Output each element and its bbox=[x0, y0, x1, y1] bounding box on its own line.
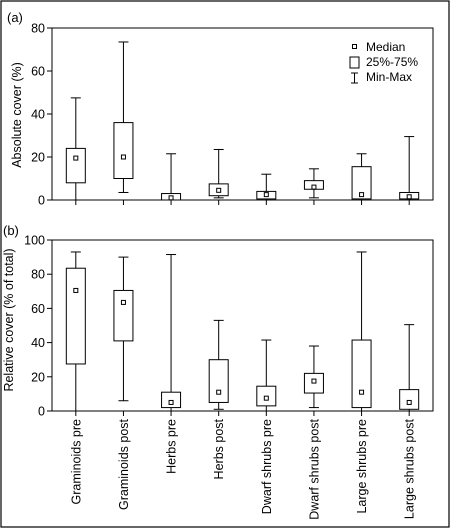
panel-b-plot-frame bbox=[52, 240, 433, 411]
panel-a-ytick-label: 0 bbox=[38, 193, 45, 208]
panel-a-median-marker bbox=[217, 188, 221, 192]
legend-iqr-swatch bbox=[350, 57, 359, 68]
panel-b-median-marker bbox=[169, 400, 173, 404]
panel-b-box bbox=[209, 360, 228, 403]
legend-range-label: Min-Max bbox=[366, 70, 413, 84]
panel-a-ylabel: Absolute cover (%) bbox=[10, 62, 24, 168]
panel-b-box bbox=[162, 392, 181, 407]
panel-b-ytick-label: 100 bbox=[24, 233, 45, 248]
panel-b-box bbox=[400, 390, 419, 410]
panel-a-ytick-label: 40 bbox=[31, 107, 45, 122]
panel-a-median-marker bbox=[74, 156, 78, 160]
panel-a-ytick-label: 20 bbox=[31, 150, 45, 165]
panel-a-box bbox=[66, 148, 85, 182]
category-label: Graminoids post bbox=[116, 419, 131, 511]
category-label: Dwarf shrubs post bbox=[307, 419, 322, 520]
panel-b-ylabel: Relative cover (% of total) bbox=[2, 248, 16, 392]
panel-b-median-marker bbox=[312, 379, 316, 383]
panel-a-label: (a) bbox=[7, 10, 23, 25]
panel-a-ytick-label: 80 bbox=[31, 21, 45, 36]
category-label: Graminoids pre bbox=[69, 419, 84, 505]
panel-b-median-marker bbox=[360, 390, 364, 394]
category-label: Large shrubs pre bbox=[355, 419, 370, 514]
panel-b-label: (b) bbox=[3, 223, 19, 238]
panel-a-median-marker bbox=[360, 193, 364, 197]
legend-iqr-label: 25%-75% bbox=[366, 55, 419, 69]
category-label: Large shrubs post bbox=[402, 419, 417, 520]
plot-layer bbox=[24, 22, 433, 520]
panel-a-median-marker bbox=[312, 185, 316, 189]
panel-b-ytick-label: 40 bbox=[31, 336, 45, 351]
category-label: Dwarf shrubs pre bbox=[259, 419, 274, 515]
panel-a-median-marker bbox=[121, 155, 125, 159]
panel-a-box bbox=[114, 123, 133, 179]
panel-b-box bbox=[352, 340, 371, 408]
panel-b-ytick-label: 80 bbox=[31, 267, 45, 282]
panel-b-box bbox=[66, 268, 85, 364]
panel-b-ytick-label: 60 bbox=[31, 301, 45, 316]
panel-b-median-marker bbox=[217, 390, 221, 394]
category-label: Herbs pre bbox=[164, 419, 179, 474]
panel-b-ytick-label: 0 bbox=[38, 404, 45, 419]
panel-b-median-marker bbox=[407, 400, 411, 404]
panel-a-median-marker bbox=[169, 196, 173, 200]
panel-b-median-marker bbox=[121, 300, 125, 304]
panel-a-median-marker bbox=[407, 195, 411, 199]
panel-a-median-marker bbox=[264, 193, 268, 197]
legend-median-label: Median bbox=[366, 40, 406, 54]
category-label: Herbs post bbox=[212, 419, 227, 480]
legend-median-swatch bbox=[353, 45, 357, 49]
legend bbox=[350, 40, 418, 84]
panel-a-ytick-label: 60 bbox=[31, 64, 45, 79]
panel-b-ytick-label: 20 bbox=[31, 370, 45, 385]
panel-b-median-marker bbox=[264, 396, 268, 400]
panel-b-median-marker bbox=[74, 288, 78, 292]
panel-b-box bbox=[114, 290, 133, 340]
